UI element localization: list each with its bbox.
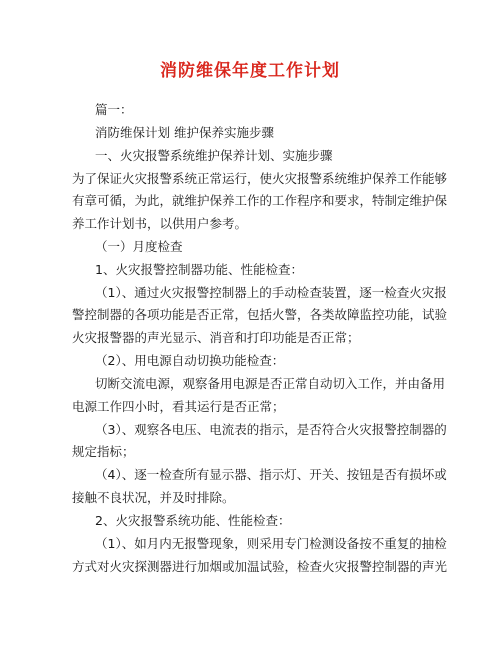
text-line: 方式对火灾探测器进行加烟或加温试验，检查火灾报警控制器的声光 xyxy=(72,559,448,574)
text-line: （2）、用电源自动切换功能检查： xyxy=(95,353,285,368)
text-line: （1）、通过火灾报警控制器上的手动检查装置，逐一检查火灾报 xyxy=(95,285,447,300)
text-line: 1、火灾报警控制器功能、性能检查： xyxy=(95,262,303,277)
text-line: （3）、观察各电压、电流表的指示，是否符合火灾报警控制器的 xyxy=(95,422,447,437)
text-line: 一、火灾报警系统维护保养计划、实施步骤 xyxy=(95,148,333,163)
document-title: 消防维保年度工作计划 xyxy=(160,61,340,81)
text-line: 篇一： xyxy=(95,102,133,117)
text-line: （4）、逐一检查所有显示器、指示灯、开关、按钮是否有损坏或 xyxy=(95,467,447,482)
text-line: 切断交流电源，观察备用电源是否正常自动切入工作，并由备用 xyxy=(95,376,446,391)
text-line: 消防维保计划 维护保养实施步骤 xyxy=(95,125,274,140)
text-line: 养工作计划书，以供用户参考。 xyxy=(72,216,248,231)
text-line: （1）、如月内无报警现象，则采用专门检测设备按不重复的抽检 xyxy=(95,536,447,551)
text-line: 警控制器的各项功能是否正常，包括火警，各类故障监控功能，试验 xyxy=(72,307,448,322)
text-line: 为了保证火灾报警系统正常运行，使火灾报警系统维护保养工作能够 xyxy=(72,171,448,186)
text-line: 电源工作四小时，看其运行是否正常； xyxy=(72,399,285,414)
text-line: （一）月度检查 xyxy=(95,239,183,254)
text-line: 有章可循，为此，就维护保养工作的工作程序和要求，特制定维护保 xyxy=(72,193,448,208)
text-line: 2、火灾报警系统功能、性能检查： xyxy=(95,513,291,528)
text-line: 火灾报警器的声光显示、消音和打印功能是否正常； xyxy=(72,330,360,345)
text-line: 规定指标； xyxy=(72,444,135,459)
text-line: 接触不良状况，并及时排除。 xyxy=(72,490,235,505)
